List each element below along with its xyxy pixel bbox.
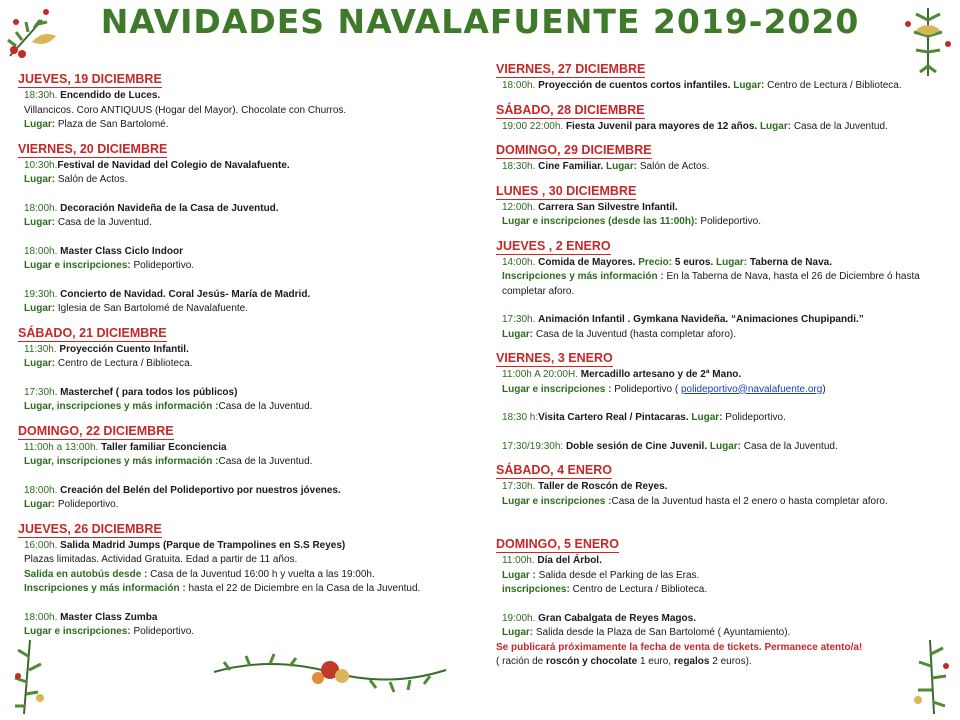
day-heading: DOMINGO, 29 DICIEMBRE [496, 143, 652, 157]
location-value: Casa de la Juventud (hasta completar aforo). [535, 328, 736, 340]
bus-label: Salida en autobús desde : [24, 568, 148, 580]
day-heading: SÁBADO, 21 DICIEMBRE [18, 325, 167, 340]
event [496, 612, 951, 641]
event-title: Visita Cartero Real / Pintacaras. [538, 412, 689, 423]
event-title: Taller de Roscón de Reyes. [538, 481, 668, 492]
ration-price: 2 euros). [712, 656, 752, 667]
day-heading: JUEVES, 26 DICIEMBRE [18, 521, 162, 536]
event-title: Decoración Navideña de la Casa de Juventud. [60, 202, 279, 214]
event-title: Encendido de Luces. [60, 90, 161, 101]
event [18, 484, 478, 513]
inscription-label: Inscripciones y más información : [24, 583, 186, 594]
ration-price: 1 euro, [639, 656, 672, 667]
event [18, 611, 478, 640]
event-time: 17:30/19:30h: [502, 440, 564, 452]
event-title: Creación del Belén del Polideportivo por nuestros jóvenes. [60, 484, 341, 496]
location-value: Salida desde la Plaza de San Bartolomé ( Ayuntamiento). [535, 627, 791, 638]
location-value: Centro de Lectura / Biblioteca. [767, 80, 902, 91]
location-label: Lugar, inscripciones y más información : [24, 456, 219, 467]
event-title: Carrera San Silvestre Infantil. [538, 201, 678, 213]
location-value: Plaza de San Bartolomé. [57, 119, 169, 130]
event-time: 18:30h. [502, 161, 536, 172]
event-title: Proyección Cuento Infantil. [59, 343, 189, 355]
location-label: Lugar: [24, 499, 56, 510]
location-value: Polideportivo. [133, 626, 195, 637]
day-heading: JUEVES, 19 DICIEMBRE [18, 72, 162, 86]
location-label: Lugar e inscripciones (desde las 11:00h): [502, 216, 698, 227]
location-value: Polideportivo. [700, 216, 761, 227]
event-time: 19:30h. [24, 288, 58, 300]
day-heading: VIERNES, 3 ENERO [496, 351, 613, 365]
event [496, 160, 951, 175]
event-time: 18:00h. [502, 80, 536, 91]
left-column [18, 70, 478, 640]
day-heading: LUNES , 30 DICIEMBRE [496, 183, 637, 198]
location-value: Casa de la Juventud. [218, 401, 313, 412]
location-value: Casa de la Juventud. [218, 456, 313, 467]
inscription-value: hasta el 22 de Diciembre en la Casa de la Juventud. [188, 583, 421, 594]
event-time: 18:00h. [24, 245, 58, 257]
location-label: Lugar: [24, 119, 56, 130]
ration-item: regalos [673, 656, 710, 667]
location-value: Iglesia de San Bartolomé de Navalafuente. [57, 303, 249, 314]
ticket-notice-block [496, 641, 951, 670]
price-value: 5 euros. [674, 256, 714, 268]
event [496, 313, 951, 342]
location-label: Lugar: [24, 303, 56, 314]
event-title: Master Class Ciclo Indoor [60, 245, 183, 257]
location-label: Lugar e inscripciones : [502, 383, 612, 395]
event [18, 343, 478, 372]
location-label: Lugar: [759, 120, 792, 132]
event-title: Comida de Mayores. [538, 256, 636, 268]
event-title: Festival de Navidad del Colegio de Navalafuente. [57, 159, 290, 171]
event-title: Fiesta Juvenil para mayores de 12 años. [565, 120, 758, 132]
event [496, 411, 951, 426]
holly-icon [2, 2, 64, 64]
event-title: Animación Infantil . Gymkana Navideña. “Animaciones Chupipandi.” [538, 314, 864, 325]
event-title: Master Class Zumba [60, 611, 158, 623]
event-title: Cine Familiar. [538, 161, 604, 172]
location-label: Lugar: [502, 328, 534, 340]
location-label: Lugar: [24, 174, 56, 185]
event-title: Día del Árbol. [537, 555, 602, 566]
event-time: 18:00h. [24, 202, 58, 214]
location-value: Polideportivo. [725, 412, 786, 423]
ornament-icon [210, 648, 450, 694]
event [18, 539, 478, 597]
event-time: 11:30h. [24, 343, 57, 355]
email-link[interactable]: polideportivo@navalafuente.org [680, 383, 823, 395]
event [18, 386, 478, 415]
event [496, 256, 951, 300]
day-heading: VIERNES, 20 DICIEMBRE [18, 141, 168, 156]
location-label: Lugar: [24, 358, 56, 369]
inscription-value: Centro de Lectura / Biblioteca. [572, 584, 708, 595]
event-description: Plazas limitadas. Actividad Gratuita. Edad a partir de 11 años. [24, 554, 298, 565]
event-title: Taller familiar Econciencia [101, 441, 227, 453]
inscription-label: inscripciones: [502, 584, 570, 595]
event-time: 17:30h. [502, 314, 536, 325]
event [496, 368, 951, 397]
event-time: 19:00h. [502, 612, 536, 624]
event-title: Masterchef ( para todos los públicos) [60, 386, 238, 398]
day-heading: JUEVES , 2 ENERO [496, 238, 611, 253]
location-value: Taberna de Nava. [749, 256, 832, 268]
location-value: Salón de Actos. [639, 161, 710, 172]
event [496, 480, 951, 509]
location-label: Lugar: [733, 80, 765, 91]
event [496, 554, 951, 598]
event [496, 79, 951, 94]
right-column [496, 60, 951, 670]
location-label: Lugar: [605, 161, 638, 172]
page-title: NAVIDADES NAVALAFUENTE 2019-2020 [100, 2, 860, 41]
day-heading: VIERNES, 27 DICIEMBRE [496, 62, 646, 76]
event-time: 18:00h. [24, 611, 58, 623]
event-time: 19:00 22:00h. [502, 120, 564, 132]
location-end: ) [822, 383, 826, 395]
location-label: Lugar e inscripciones: [24, 626, 131, 637]
event-time: 18:00h. [24, 484, 58, 496]
bus-value: Casa de la Juventud 16:00 h y vuelta a las 19:00h. [150, 568, 375, 580]
location-label: Lugar: [709, 440, 741, 452]
event-time: 12:00h. [502, 201, 536, 213]
event [18, 245, 478, 274]
pine-branch-icon [4, 636, 58, 716]
location-value: Casa de la Juventud. [793, 120, 888, 132]
ticket-notice: Se publicará próximamente la fecha de venta de tickets. Permanece atento/a! [496, 641, 863, 653]
location-value: Polideportivo. [133, 260, 195, 271]
event-time: 18:30h. [24, 90, 58, 101]
event-time: 14:00h. [502, 256, 536, 268]
event-title: Proyección de cuentos cortos infantiles. [538, 80, 731, 91]
inscription-label: Inscripciones y más información : [502, 271, 664, 282]
location-label: Lugar: [691, 412, 723, 423]
day-heading: DOMINGO, 22 DICIEMBRE [18, 423, 174, 438]
event [496, 201, 951, 230]
event [18, 89, 478, 133]
location-label: Lugar: [24, 217, 56, 228]
event-description: Villancicos. Coro ANTIQUUS (Hogar del Mayor). Chocolate con Churros. [24, 104, 347, 116]
event-title: Gran Cabalgata de Reyes Magos. [538, 612, 696, 624]
event-time: 17:30h. [502, 481, 536, 492]
location-value: Casa de la Juventud hasta el 2 enero o hasta completar aforo. [611, 495, 888, 507]
event-time: 16:00h. [24, 539, 58, 551]
event [18, 441, 478, 470]
location-label: Lugar, inscripciones y más información : [24, 401, 219, 412]
event-time: 18:30 h: [502, 412, 539, 423]
location-value: Casa de la Juventud. [743, 440, 838, 452]
event-time: 17:30h. [24, 386, 58, 398]
event-title: Concierto de Navidad. Coral Jesús- María de Madrid. [60, 288, 311, 300]
ration-item: roscón y chocolate [546, 656, 638, 667]
location-label: Lugar e inscripciones: [24, 260, 131, 271]
event [496, 440, 951, 455]
event [496, 120, 951, 135]
location-label: Lugar: [502, 627, 534, 638]
location-value: Polideportivo. [57, 499, 119, 510]
event-time: 11:00h a 13:00h. [24, 441, 99, 453]
location-label: Lugar : [502, 569, 536, 581]
event-time: 10:30h. [24, 159, 58, 171]
location-label: Lugar: [716, 256, 748, 268]
event-title: Salida Madrid Jumps (Parque de Trampolines en S.S Reyes) [60, 539, 346, 551]
day-heading: SÁBADO, 4 ENERO [496, 463, 612, 477]
location-value: Salida desde el Parking de las Eras. [538, 569, 700, 581]
location-value: Polideportivo ( [614, 383, 679, 395]
event [18, 202, 478, 231]
day-heading: DOMINGO, 5 ENERO [496, 537, 619, 551]
ration-text: ( ración de [496, 656, 544, 667]
event-title: Mercadillo artesano y de 2ª Mano. [580, 369, 742, 380]
event-time: 11:00h A 20:00H. [502, 369, 578, 380]
event-time: 11:00h. [502, 555, 535, 566]
location-label: Lugar e inscripciones : [502, 495, 612, 507]
inscription-value: En la Taberna de Nava, hasta el 26 de Diciembre ó hasta completar aforo. [502, 271, 920, 297]
location-value: Salón de Actos. [57, 174, 128, 185]
price-label: Precio: [638, 256, 673, 268]
day-heading: SÁBADO, 28 DICIEMBRE [496, 102, 645, 117]
location-value: Centro de Lectura / Biblioteca. [57, 358, 193, 369]
event-title: Doble sesión de Cine Juvenil. [565, 440, 708, 452]
event [18, 159, 478, 188]
event [18, 288, 478, 317]
location-value: Casa de la Juventud. [57, 217, 152, 228]
